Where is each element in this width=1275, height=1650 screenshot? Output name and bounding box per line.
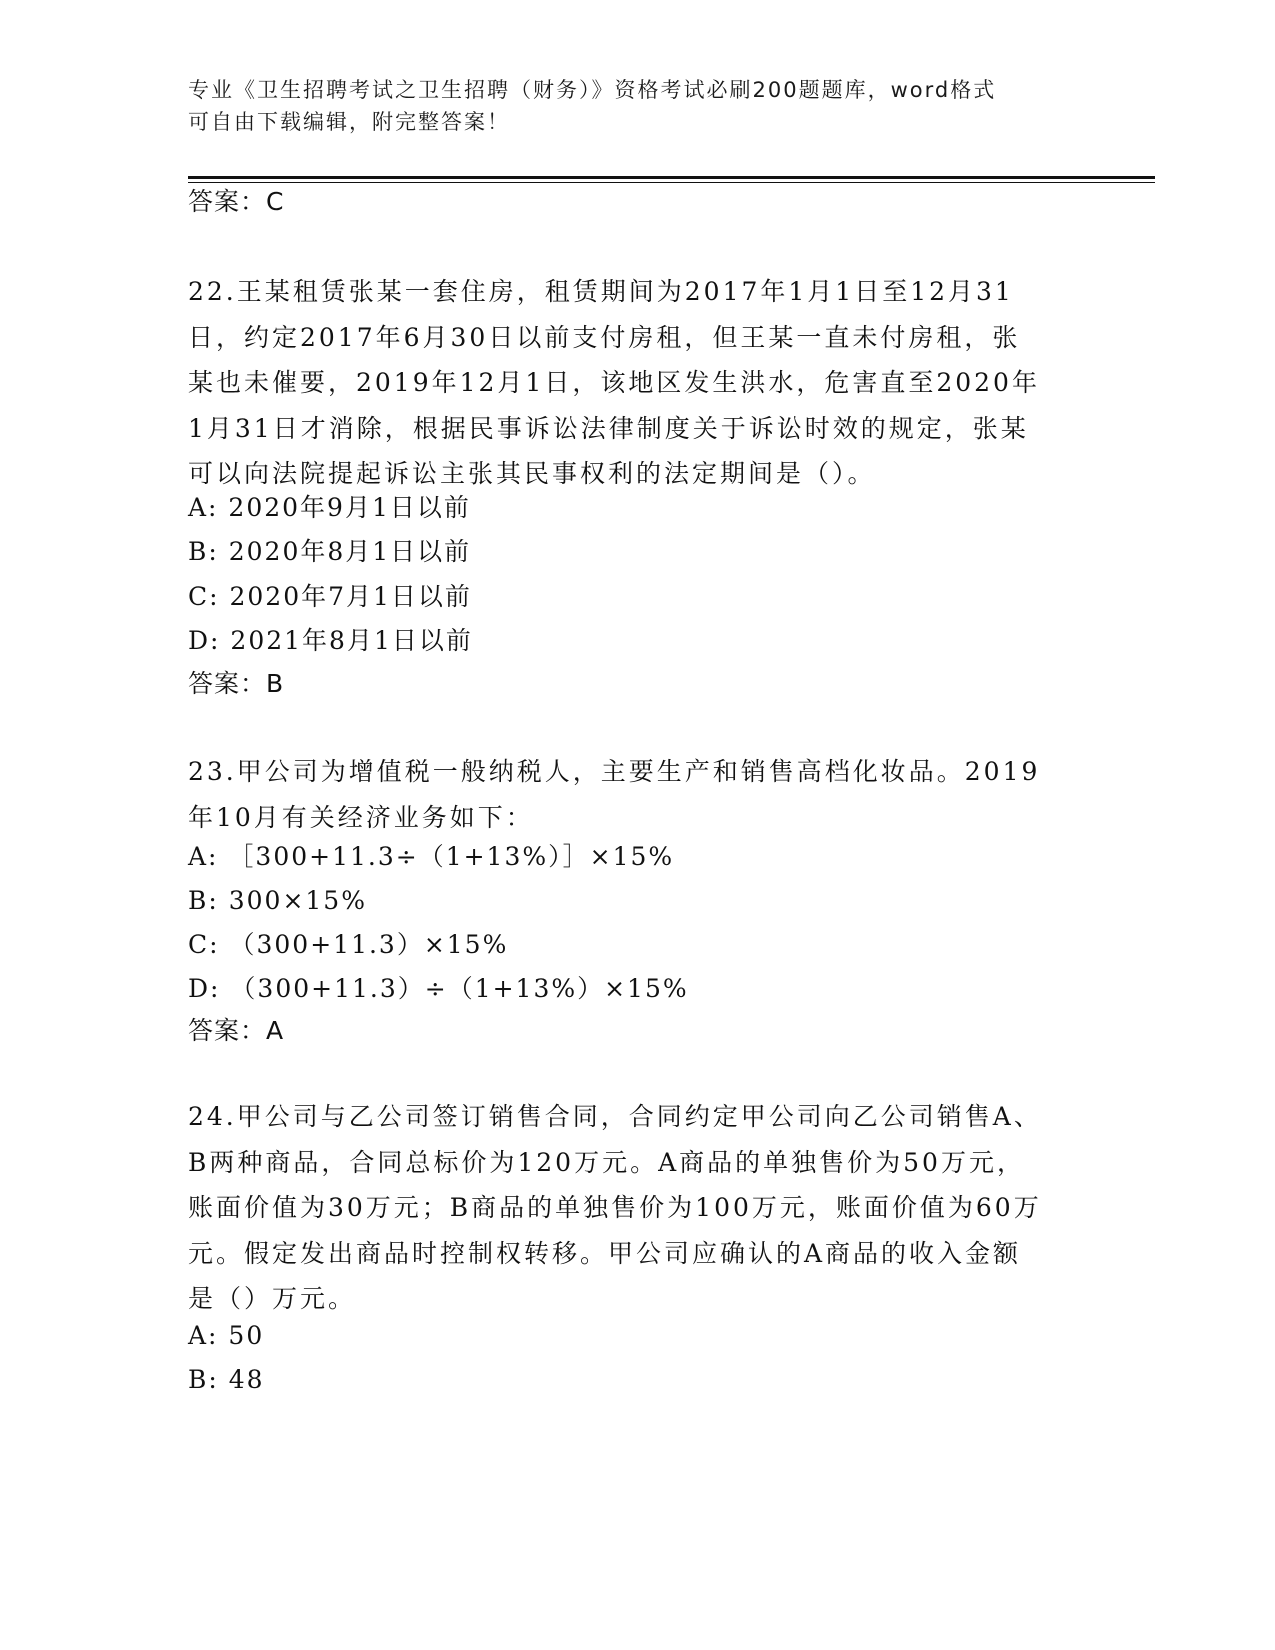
question-line: B两种商品，合同总标价为120万元。A商品的单独售价为50万元， <box>188 1147 1025 1177</box>
question-22-text <box>188 269 1088 497</box>
question-line: 某也未催要，2019年12月1日，该地区发生洪水，危害直至2020年 <box>188 368 1040 397</box>
question-line: 1月31日才消除，根据民事诉讼法律制度关于诉讼时效的规定，张某 <box>188 413 1029 443</box>
question-22-option-a: A: 2020年9月1日以前 <box>188 493 471 522</box>
question-23-option-d: D: （300+11.3）÷（1+13%）×15% <box>188 974 689 1003</box>
question-line: 年10月有关经济业务如下： <box>188 802 534 832</box>
question-line: 是（）万元。 <box>188 1284 357 1313</box>
header-divider-thin <box>188 182 1155 183</box>
question-23-text <box>188 749 1088 840</box>
question-line: 23.甲公司为增值税一般纳税人，主要生产和销售高档化妆品。2019 <box>188 757 1041 786</box>
question-22-option-d: D: 2021年8月1日以前 <box>188 626 473 655</box>
page-header <box>188 74 1088 138</box>
header-divider-thick <box>188 176 1155 179</box>
question-line: 账面价值为30万元；B商品的单独售价为100万元，账面价值为60万 <box>188 1193 1042 1222</box>
question-line: 日，约定2017年6月30日以前支付房租，但王某一直未付房租，张 <box>188 322 1021 352</box>
question-23-answer: 答案：A <box>188 1016 285 1045</box>
question-line: 24.甲公司与乙公司签订销售合同，合同约定甲公司向乙公司销售A、 <box>188 1102 1042 1131</box>
header-line-2: 可自由下载编辑，附完整答案！ <box>188 110 510 134</box>
question-line: 可以向法院提起诉讼主张其民事权利的法定期间是（）。 <box>188 459 876 488</box>
question-22-option-b: B: 2020年8月1日以前 <box>188 537 472 566</box>
question-22-option-c: C: 2020年7月1日以前 <box>188 582 472 611</box>
answer-line: 答案：C <box>188 187 285 216</box>
question-22-answer: 答案：B <box>188 669 285 698</box>
question-24-option-a: A: 50 <box>188 1321 265 1350</box>
header-line-1: 专业《卫生招聘考试之卫生招聘（财务）》资格考试必刷200题题库，word格式 <box>188 78 997 102</box>
question-line: 22.王某租赁张某一套住房，租赁期间为2017年1月1日至12月31 <box>188 277 1014 306</box>
question-line: 元。假定发出商品时控制权转移。甲公司应确认的A商品的收入金额 <box>188 1238 1022 1268</box>
question-24-option-b: B: 48 <box>188 1365 265 1394</box>
question-23-option-c: C: （300+11.3）×15% <box>188 930 509 959</box>
question-23-option-b: B: 300×15% <box>188 886 367 915</box>
question-23-option-a: A: ［300+11.3÷（1+13%）］×15% <box>188 842 675 871</box>
question-24-text <box>188 1094 1088 1322</box>
